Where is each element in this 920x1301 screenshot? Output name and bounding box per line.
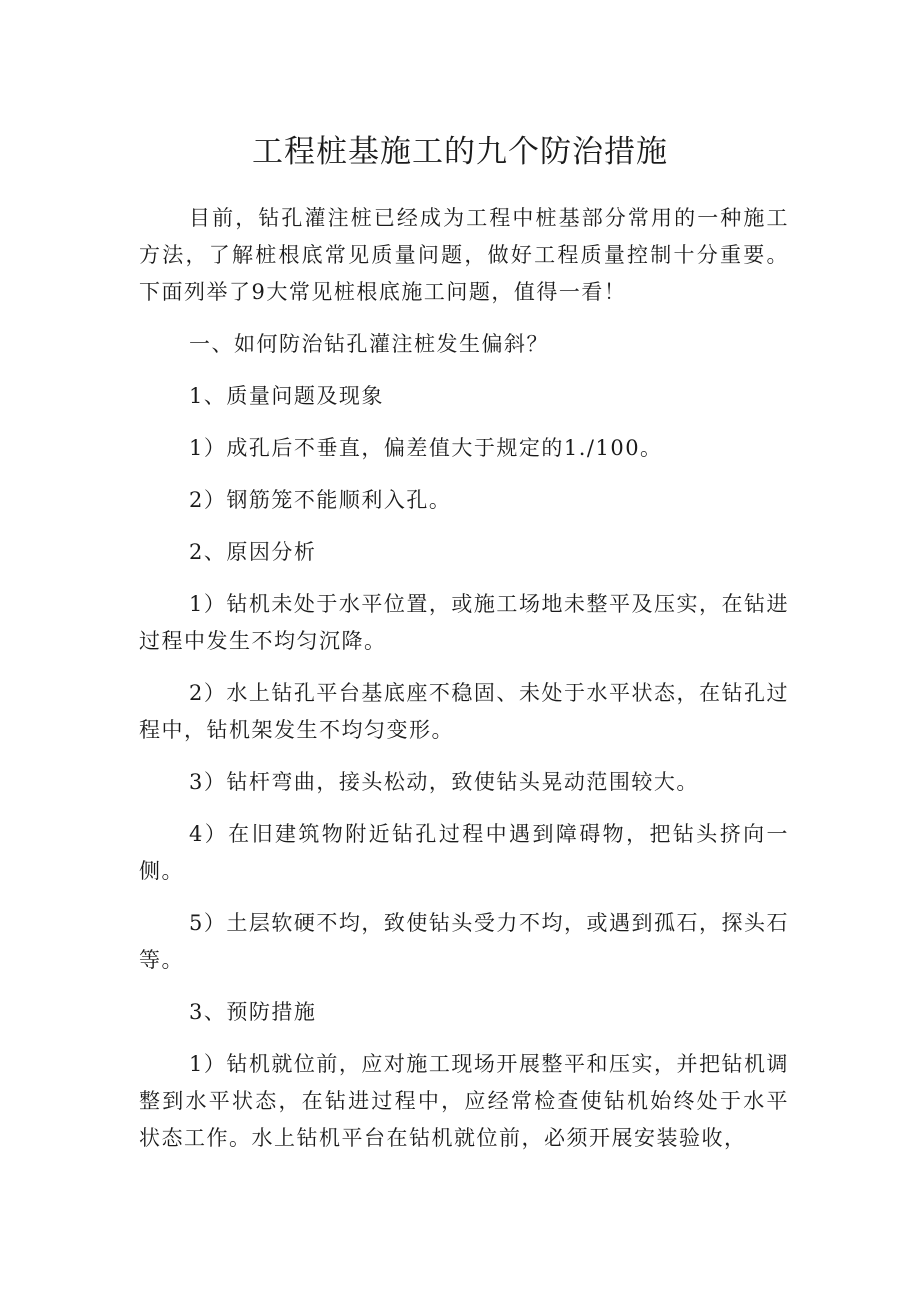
section-heading-1: 一、如何防治钻孔灌注桩发生偏斜？ [189, 332, 549, 356]
subsection-heading-prevention: 3、预防措施 [189, 1000, 317, 1024]
list-item-cause-3: 3）钻杆弯曲，接头松动，致使钻头晃动范围较大。 [189, 770, 699, 794]
subsection-heading-problem: 1、质量问题及现象 [189, 384, 384, 408]
list-item-cause-1: 1）钻机未处于水平位置，或施工场地未整平及压实，在钻进过程中发生不均匀沉降。 [139, 592, 789, 653]
list-item-problem-1: 1）成孔后不垂直，偏差值大于规定的1./100。 [189, 436, 663, 460]
subsection-heading-cause: 2、原因分析 [189, 540, 317, 564]
list-item-cause-5: 5）土层软硬不均，致使钻头受力不均，或遇到孤石，探头石等。 [139, 911, 789, 972]
list-item-problem-2: 2）钢筋笼不能顺利入孔。 [189, 488, 452, 512]
list-item-cause-2: 2）水上钻孔平台基底座不稳固、未处于水平状态，在钻孔过程中，钻机架发生不均匀变形。 [139, 681, 789, 742]
document-title: 工程桩基施工的九个防治措施 [252, 134, 668, 170]
list-item-prevention-1: 1）钻机就位前，应对施工现场开展整平和压实，并把钻机调整到水平状态，在钻进过程中，应经常检查使钻机始终处于水平状态工作。水上钻机平台在钻机就位前，必须开展安装验收， [139, 1052, 789, 1150]
document-body [139, 200, 789, 1157]
paragraph-intro: 目前，钻孔灌注桩已经成为工程中桩基部分常用的一种施工方法，了解桩根底常见质量问题，做好工程质量控制十分重要。下面列举了9大常见桩根底施工问题，值得一看！ [139, 206, 789, 304]
list-item-cause-4: 4）在旧建筑物附近钻孔过程中遇到障碍物，把钻头挤向一侧。 [139, 822, 789, 883]
